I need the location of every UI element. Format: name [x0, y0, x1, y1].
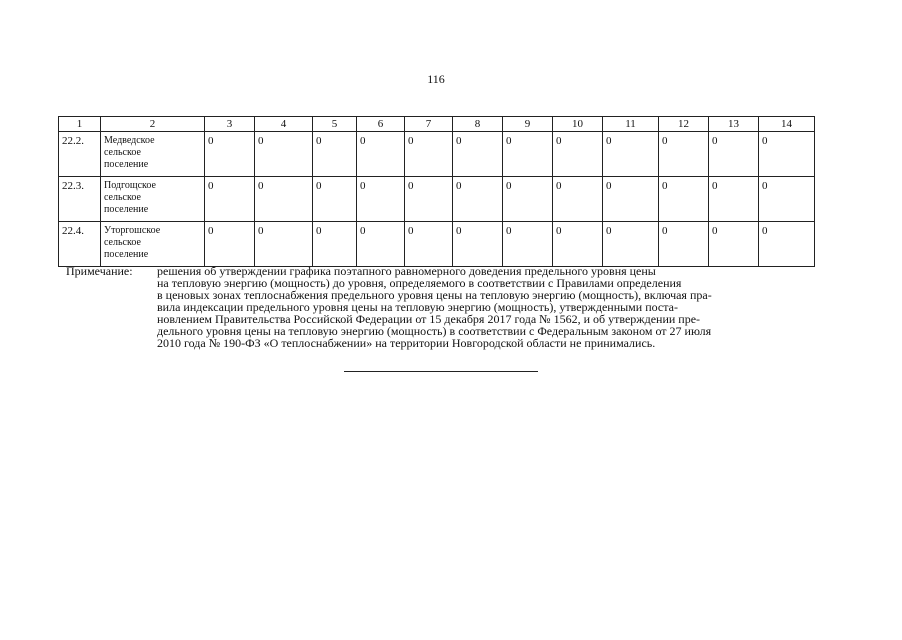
note-line: новлением Правительства Российской Федерации от 15 декабря 2017 года № 1562, и об утверждении пре-	[157, 312, 701, 326]
value-cell: 0	[405, 177, 453, 222]
value-cell: 0	[659, 177, 709, 222]
table-row	[59, 177, 815, 222]
value-cell: 0	[709, 222, 759, 267]
value-cell: 0	[357, 222, 405, 267]
name-line: поселение	[104, 204, 149, 215]
row-code: 22.3.	[59, 177, 101, 222]
value-cell: 0	[453, 222, 503, 267]
value-cell: 0	[503, 177, 553, 222]
value-cell: 0	[603, 222, 659, 267]
value-cell: 0	[255, 177, 313, 222]
separator-line	[344, 371, 538, 372]
table-row	[59, 222, 815, 267]
note-text	[157, 265, 817, 349]
value-cell: 0	[759, 177, 815, 222]
name-line: Подгощское	[104, 180, 156, 191]
column-header: 3	[205, 117, 255, 132]
value-cell: 0	[313, 132, 357, 177]
column-header: 2	[101, 117, 205, 132]
value-cell: 0	[205, 132, 255, 177]
name-line: поселение	[104, 249, 149, 260]
settlement-name	[101, 177, 205, 222]
value-cell: 0	[357, 132, 405, 177]
table-header-row	[59, 117, 815, 132]
name-line: сельское	[104, 237, 141, 248]
name-line: поселение	[104, 159, 149, 170]
value-cell: 0	[759, 132, 815, 177]
column-header: 13	[709, 117, 759, 132]
column-header: 11	[603, 117, 659, 132]
note-line: решения об утверждении графика поэтапного равномерного доведения предельного уровня цены	[157, 264, 656, 278]
note-line: на тепловую энергию (мощность) до уровня, определяемого в соответствии с Правилами определения	[157, 276, 682, 290]
column-header: 1	[59, 117, 101, 132]
name-line: Уторгошское	[104, 225, 161, 236]
name-line: сельское	[104, 192, 141, 203]
value-cell: 0	[659, 132, 709, 177]
value-cell: 0	[553, 132, 603, 177]
value-cell: 0	[503, 132, 553, 177]
column-header: 6	[357, 117, 405, 132]
column-header: 4	[255, 117, 313, 132]
value-cell: 0	[255, 222, 313, 267]
name-line: Медведское	[104, 135, 155, 146]
value-cell: 0	[603, 132, 659, 177]
column-header: 5	[313, 117, 357, 132]
row-code: 22.2.	[59, 132, 101, 177]
note-label: Примечание:	[66, 264, 133, 278]
note-line: 2010 года № 190-ФЗ «О теплоснабжении» на территории Новгородской области не принимались.	[157, 336, 656, 350]
value-cell: 0	[759, 222, 815, 267]
name-line: сельское	[104, 147, 141, 158]
column-header: 7	[405, 117, 453, 132]
column-header: 14	[759, 117, 815, 132]
value-cell: 0	[709, 177, 759, 222]
column-header: 8	[453, 117, 503, 132]
value-cell: 0	[255, 132, 313, 177]
value-cell: 0	[313, 222, 357, 267]
column-header: 9	[503, 117, 553, 132]
value-cell: 0	[503, 222, 553, 267]
table-row	[59, 132, 815, 177]
note-line: в ценовых зонах теплоснабжения предельного уровня цены на тепловую энергию (мощность), включая пра-	[157, 288, 712, 302]
value-cell: 0	[405, 132, 453, 177]
settlement-name	[101, 132, 205, 177]
note-line: дельного уровня цены на тепловую энергию (мощность) в соответствии с Федеральным законом от 27 июля	[157, 324, 712, 338]
value-cell: 0	[659, 222, 709, 267]
note-line: вила индексации предельного уровня цены на тепловую энергию (мощность), утвержденными поста-	[157, 300, 678, 314]
value-cell: 0	[453, 177, 503, 222]
settlement-name	[101, 222, 205, 267]
column-header: 10	[553, 117, 603, 132]
value-cell: 0	[205, 222, 255, 267]
value-cell: 0	[553, 222, 603, 267]
value-cell: 0	[313, 177, 357, 222]
value-cell: 0	[453, 132, 503, 177]
value-cell: 0	[357, 177, 405, 222]
column-header: 12	[659, 117, 709, 132]
value-cell: 0	[205, 177, 255, 222]
value-cell: 0	[709, 132, 759, 177]
value-cell: 0	[405, 222, 453, 267]
row-code: 22.4.	[59, 222, 101, 267]
value-cell: 0	[553, 177, 603, 222]
page-number: 116	[427, 72, 445, 86]
value-cell: 0	[603, 177, 659, 222]
data-table	[58, 116, 815, 267]
